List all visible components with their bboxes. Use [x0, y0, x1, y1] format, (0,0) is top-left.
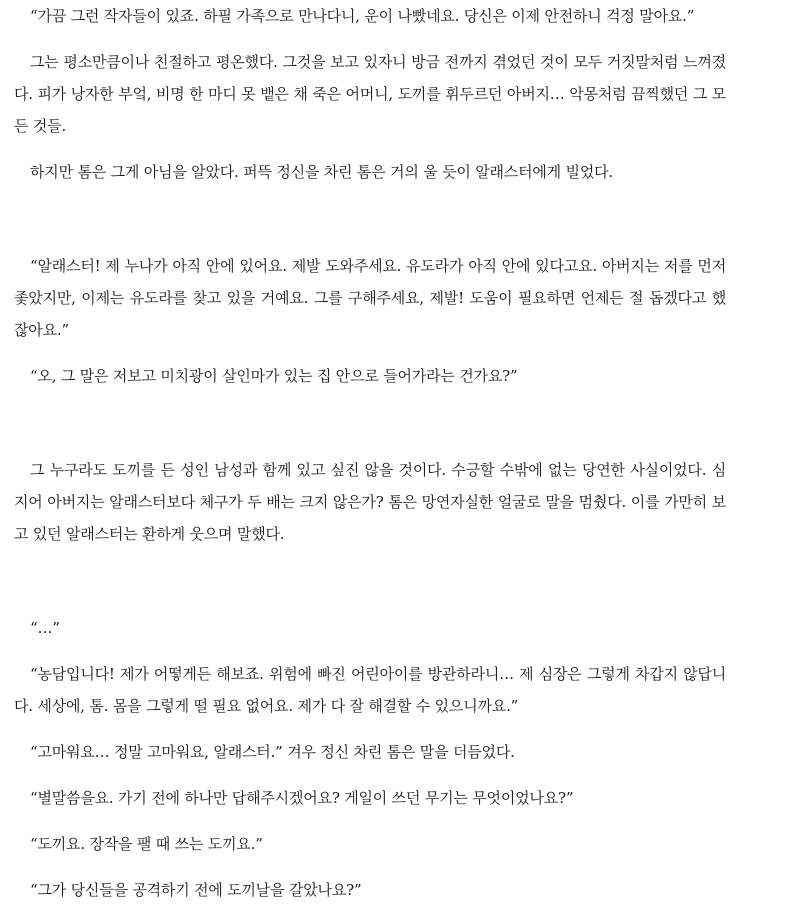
section-gap — [14, 188, 726, 250]
paragraph-gap — [14, 346, 726, 360]
paragraph-8: “농담입니다! 제가 어떻게든 해보죠. 위험에 빠진 어린아이를 방관하라니… 제 심장은 그렇게 차갑지 않답니다. 세상에, 톰. 몸을 그렇게 떨 필요 없어요. 제가 다 잘 해결할 수 있으니까요.” — [14, 665, 726, 715]
paragraph-7: “…” — [30, 619, 60, 637]
section-gap — [14, 392, 726, 454]
paragraph-9: “고마워요… 정말 고마워요, 알래스터.” 겨우 정신 차린 톰은 말을 더듬었다. — [30, 743, 515, 761]
paragraph-1: “가끔 그런 작자들이 있죠. 하필 가족으로 만나다니, 운이 나빴네요. 당신은 이제 안전하니 걱정 말아요.” — [30, 7, 695, 25]
paragraph-12: “그가 당신들을 공격하기 전에 도끼날을 갈았나요?” — [30, 881, 362, 899]
section-gap — [14, 550, 726, 612]
paragraph-gap — [14, 722, 726, 736]
paragraph-gap — [14, 814, 726, 828]
paragraph-2: 그는 평소만큼이나 친절하고 평온했다. 그것을 보고 있자니 방금 전까지 겪었던 것이 모두 거짓말처럼 느껴졌다. 피가 낭자한 부엌, 비명 한 마디 못 뱉은 채 죽은 어머니, 도끼를 휘두르던 아버지… 악몽처럼 끔찍했던 그 모든 것들. — [14, 53, 726, 135]
paragraph-3: 하지만 톰은 그게 아님을 알았다. 퍼뜩 정신을 차린 톰은 거의 울 듯이 알래스터에게 빌었다. — [30, 163, 613, 181]
paragraph-5: “오, 그 말은 저보고 미치광이 살인마가 있는 집 안으로 들어가라는 건가요?” — [30, 367, 518, 385]
paragraph-gap — [14, 860, 726, 874]
paragraph-10: “별말씀을요. 가기 전에 하나만 답해주시겠어요? 게일이 쓰던 무기는 무엇이었나요?” — [30, 789, 574, 807]
paragraph-11: “도끼요. 장작을 팰 때 쓰는 도끼요.” — [30, 835, 263, 853]
paragraph-6: 그 누구라도 도끼를 든 성인 남성과 함께 있고 싶진 않을 것이다. 수긍할 수밖에 없는 당연한 사실이었다. 심지어 아버지는 알래스터보다 체구가 두 배는 크지 않은가? 톰은 망연자실한 얼굴로 말을 멈췄다. 이를 가만히 보고 있던 알래스터는 환하게 웃으며 말했다. — [14, 461, 726, 543]
paragraph-gap — [14, 644, 726, 658]
document-page — [14, 0, 726, 906]
paragraph-4: “알래스터! 제 누나가 아직 안에 있어요. 제발 도와주세요. 유도라가 아직 안에 있다고요. 아버지는 저를 먼저 좇았지만, 이제는 유도라를 찾고 있을 거예요. 그를 구해주세요, 제발! 도움이 필요하면 언제든 절 돕겠다고 했잖아요.” — [14, 257, 726, 339]
paragraph-gap — [14, 768, 726, 782]
paragraph-gap — [14, 32, 726, 46]
paragraph-gap — [14, 142, 726, 156]
